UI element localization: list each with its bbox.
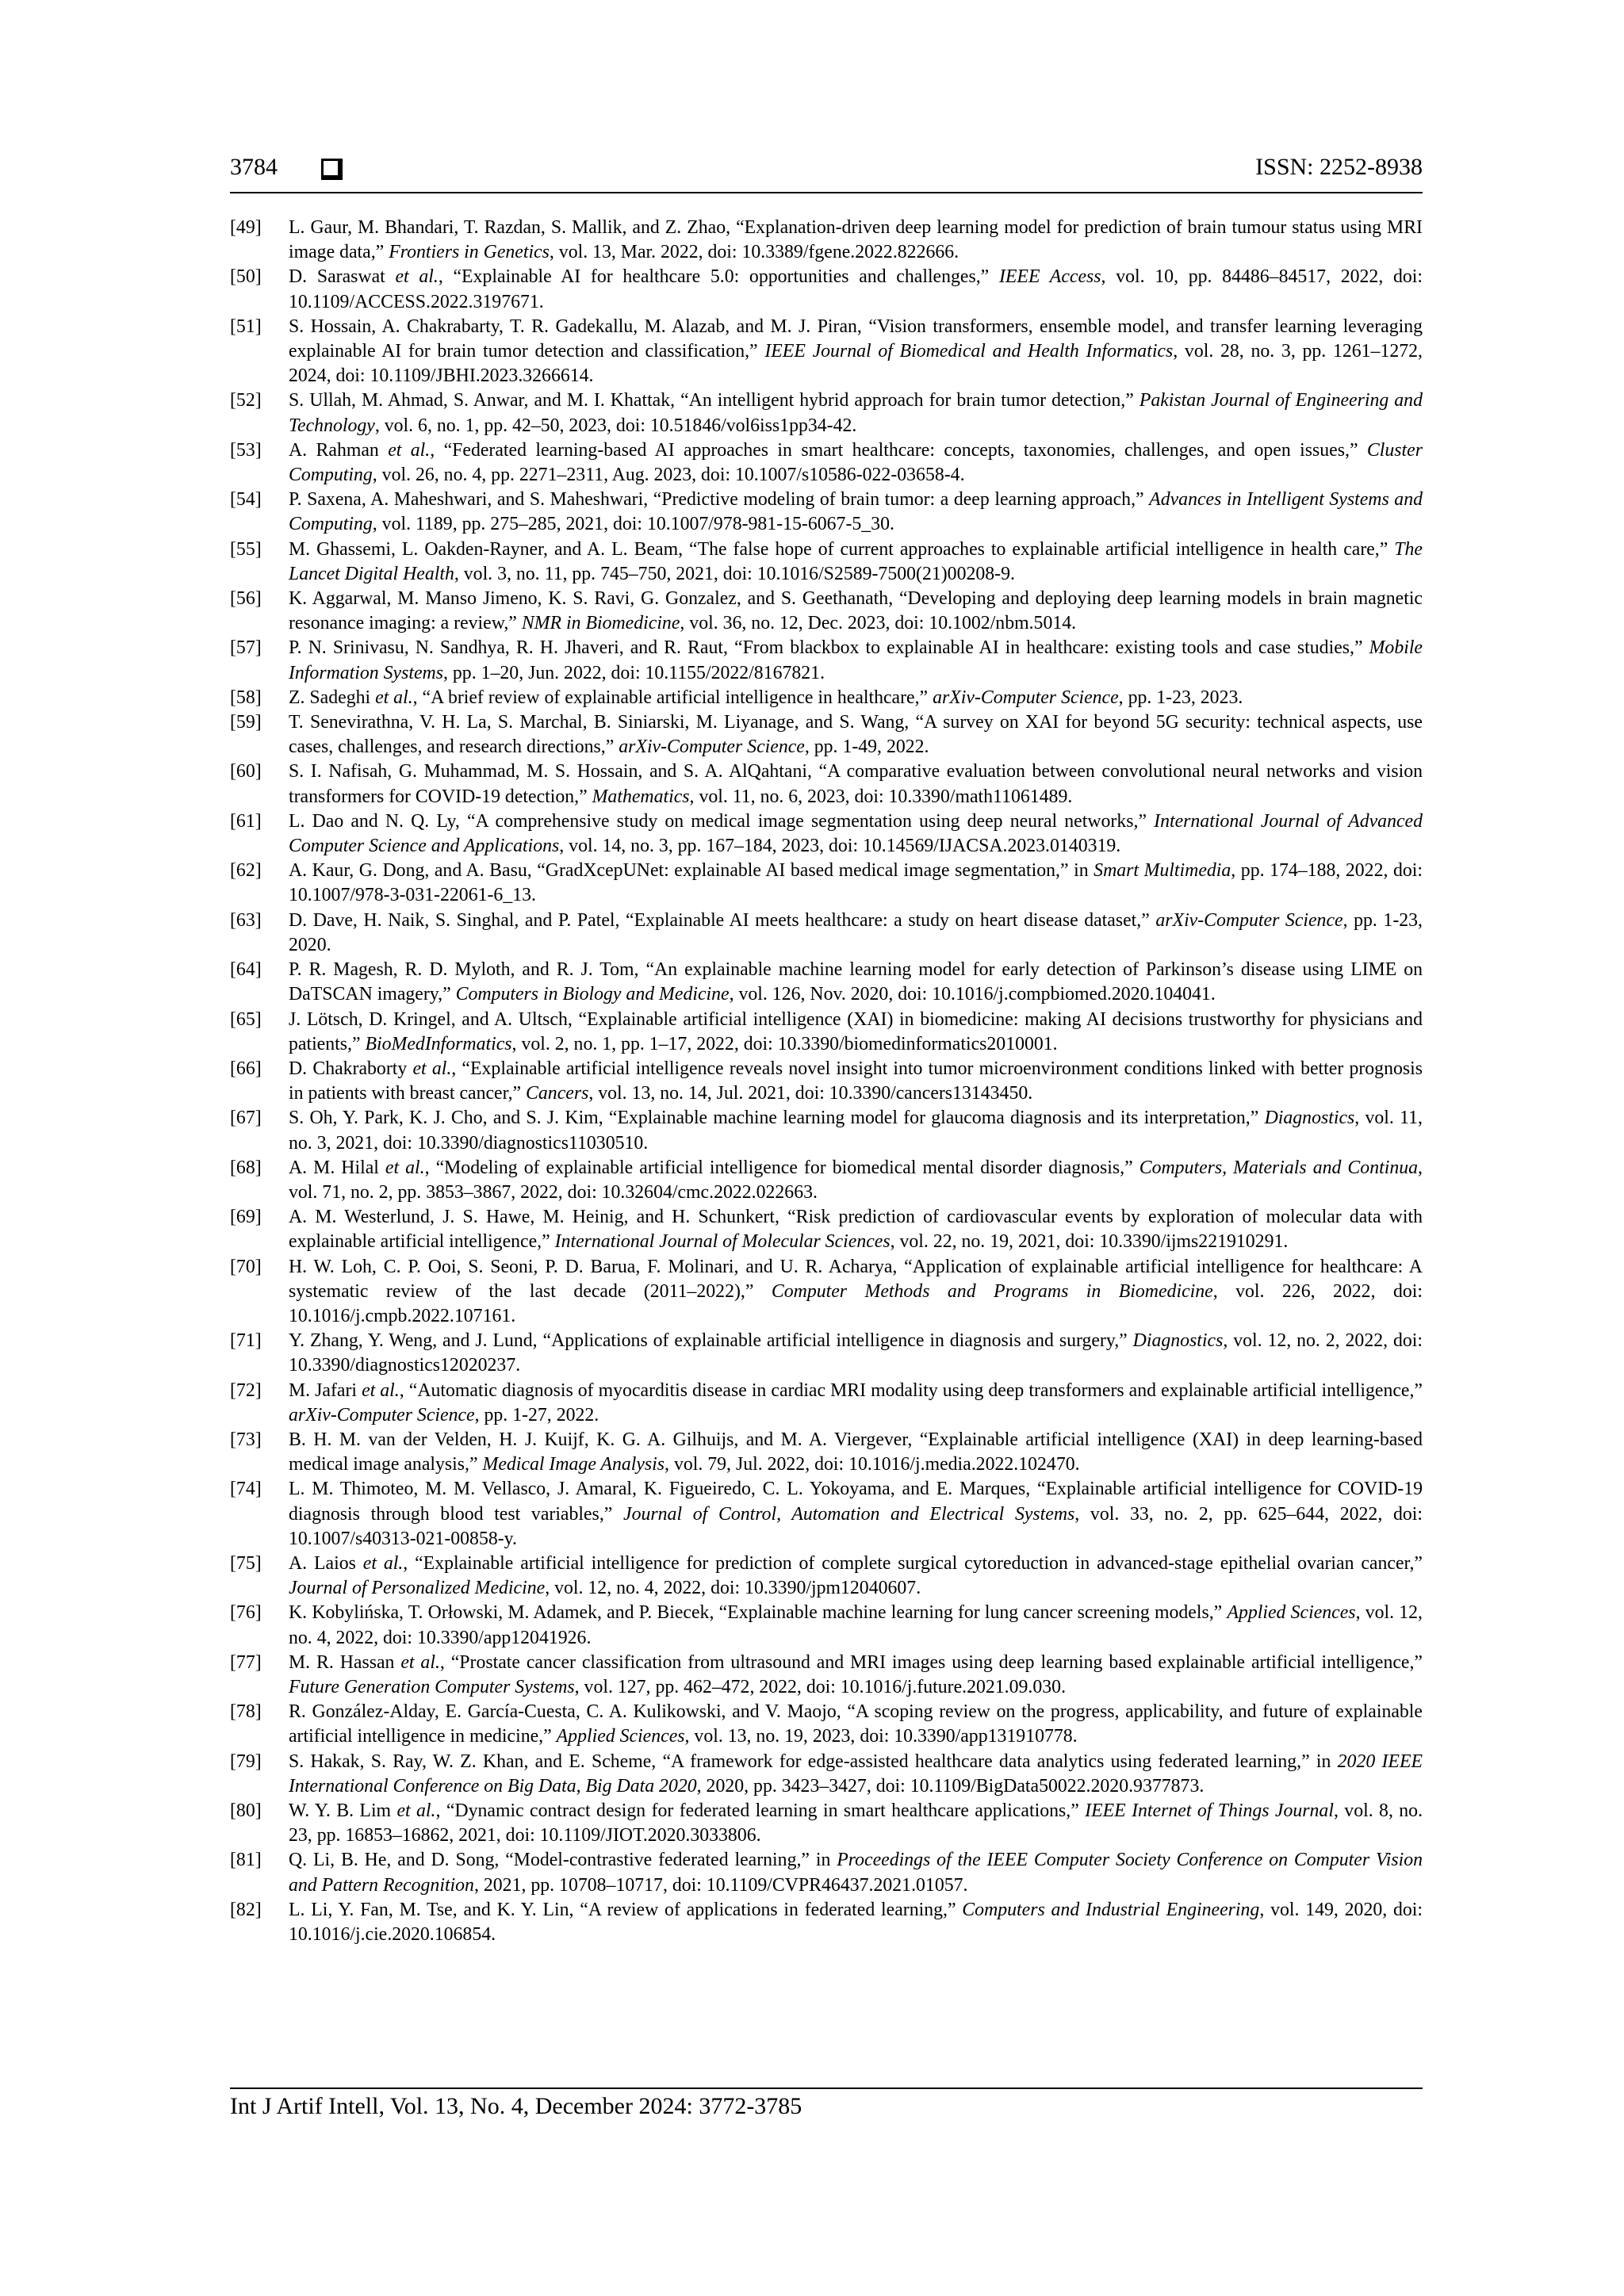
reference-text-segment: , “Explainable artificial intelligence reveals novel insight into tumor microenvironment conditions linked with better prognosis in patients with breast cancer,” — [289, 1058, 1423, 1104]
reference-text-segment: , vol. 10, pp. 84486–84517, 2022, doi: 10.1109/ACCESS.2022.3197671. — [289, 266, 1423, 312]
reference-text-segment: K. Aggarwal, M. Manso Jimeno, K. S. Ravi, G. Gonzalez, and S. Geethanath, “Developing and deploying deep learning models in brain magnetic resonance imaging: a review,” — [289, 588, 1423, 634]
reference-text — [289, 488, 1423, 537]
reference-italic-text: arXiv-Computer Science — [933, 687, 1119, 708]
reference-item — [230, 1329, 1423, 1378]
reference-text — [289, 1205, 1423, 1254]
reference-text-segment: , vol. 28, no. 3, pp. 1261–1272, 2024, doi: 10.1109/JBHI.2023.3266614. — [289, 341, 1423, 387]
reference-text — [289, 1057, 1423, 1106]
reference-text-segment: , pp. 1-49, 2022. — [804, 737, 929, 758]
reference-italic-text: Pakistan Journal of Engineering and Technology — [289, 390, 1423, 436]
reference-item — [230, 315, 1423, 389]
reference-text-segment: S. Hakak, S. Ray, W. Z. Khan, and E. Scheme, “A framework for edge-assisted healthcare data analytics using federated learning,” in — [289, 1751, 1338, 1772]
footer-citation: Int J Artif Intell, Vol. 13, No. 4, December 2024: 3772-3785 — [230, 2093, 802, 2119]
reference-italic-text: Frontiers in Genetics — [389, 242, 550, 263]
reference-item — [230, 859, 1423, 908]
reference-number: [52] — [230, 390, 262, 411]
reference-text-segment: A. M. Hilal — [289, 1157, 385, 1178]
reference-item — [230, 909, 1423, 958]
issn-label: ISSN: 2252-8938 — [1255, 154, 1423, 180]
reference-italic-text: BioMedInformatics — [365, 1033, 512, 1054]
reference-italic-text: Journal of Personalized Medicine — [289, 1578, 546, 1599]
reference-text — [289, 859, 1423, 908]
reference-italic-text: et al. — [362, 1552, 404, 1574]
reference-italic-text: et al. — [400, 1651, 440, 1673]
reference-italic-text: et al. — [375, 687, 413, 708]
reference-item — [230, 587, 1423, 636]
reference-item — [230, 1106, 1423, 1155]
reference-text — [289, 265, 1423, 314]
reference-text-segment: Y. Zhang, Y. Weng, and J. Lund, “Applications of explainable artificial intelligence in diagnosis and surgery,” — [289, 1330, 1133, 1352]
reference-text-segment: A. Rahman — [289, 439, 389, 461]
reference-italic-text: International Journal of Advanced Computer Science and Applications — [289, 810, 1423, 857]
reference-number: [49] — [230, 217, 262, 238]
reference-text-segment: , vol. 3, no. 11, pp. 745–750, 2021, doi: 10.1016/S2589-7500(21)00208-9. — [454, 563, 1015, 584]
reference-text — [289, 587, 1423, 636]
reference-item — [230, 488, 1423, 537]
reference-text — [289, 315, 1423, 389]
reference-number: [57] — [230, 637, 262, 659]
reference-text — [289, 1799, 1423, 1848]
reference-italic-text: Medical Image Analysis — [482, 1454, 665, 1475]
reference-text-segment: , vol. 79, Jul. 2022, doi: 10.1016/j.media.2022.102470. — [665, 1454, 1080, 1475]
reference-number: [72] — [230, 1380, 262, 1401]
reference-text-segment: L. M. Thimoteo, M. M. Vellasco, J. Amaral, K. Figueiredo, C. L. Yokoyama, and E. Marques, “Explainable artificial intelligence for COVID-19 diagnosis through blood test variables,” — [289, 1479, 1423, 1525]
reference-text-segment: , “Prostate cancer classification from ultrasound and MRI images using deep learning based explainable artificial intelligence,” — [439, 1651, 1423, 1673]
reference-italic-text: et al. — [395, 266, 439, 288]
reference-text-segment: , “Dynamic contract design for federated learning in smart healthcare applications,” — [435, 1800, 1086, 1821]
reference-text-segment: , pp. 174–188, 2022, doi: 10.1007/978-3-031-22061-6_13. — [289, 860, 1423, 906]
reference-list — [230, 216, 1423, 1947]
reference-text-segment: , “A brief review of explainable artificial intelligence in healthcare,” — [412, 687, 933, 708]
reference-text — [289, 1156, 1423, 1205]
reference-text-segment: , vol. 8, no. 23, pp. 16853–16862, 2021, doi: 10.1109/JIOT.2020.3033806. — [289, 1800, 1423, 1846]
reference-text-segment: , vol. 13, no. 19, 2023, doi: 10.3390/app131910778. — [684, 1726, 1078, 1747]
reference-item — [230, 1428, 1423, 1477]
reference-text-segment: , vol. 6, no. 1, pp. 42–50, 2023, doi: 10.51846/vol6iss1pp34-42. — [374, 415, 857, 436]
reference-text-segment: , vol. 11, no. 6, 2023, doi: 10.3390/math11061489. — [689, 786, 1073, 807]
reference-italic-text: et al. — [388, 439, 431, 461]
reference-text — [289, 538, 1423, 587]
reference-item — [230, 438, 1423, 488]
reference-text-segment: P. Saxena, A. Maheshwari, and S. Maheshwari, “Predictive modeling of brain tumor: a deep learning approach,” — [289, 489, 1150, 511]
reference-italic-text: Applied Sciences — [1227, 1602, 1356, 1624]
reference-text-segment: , vol. 13, Mar. 2022, doi: 10.3389/fgene.2022.822666. — [549, 242, 959, 263]
reference-italic-text: Cluster Computing — [289, 439, 1423, 486]
reference-text-segment: , pp. 1-23, 2023. — [1118, 687, 1243, 708]
reference-text — [289, 809, 1423, 859]
reference-item — [230, 1601, 1423, 1650]
reference-text-segment: , “Explainable AI for healthcare 5.0: opportunities and challenges,” — [438, 266, 999, 288]
reference-italic-text: Computers, Materials and Continua — [1139, 1157, 1419, 1178]
reference-italic-text: Cancers — [526, 1083, 589, 1104]
reference-text-segment: , vol. 22, no. 19, 2021, doi: 10.3390/ijms221910291. — [890, 1231, 1289, 1253]
reference-text-segment: , 2021, pp. 10708–10717, doi: 10.1109/CVPR46437.2021.01057. — [473, 1874, 968, 1896]
reference-text-segment: , vol. 14, no. 3, pp. 167–184, 2023, doi: 10.14569/IJACSA.2023.0140319. — [559, 836, 1121, 857]
reference-number: [54] — [230, 489, 262, 511]
reference-number: [77] — [230, 1651, 262, 1673]
reference-item — [230, 1651, 1423, 1700]
reference-text-segment: M. Jafari — [289, 1380, 362, 1401]
reference-text-segment: S. Oh, Y. Park, K. J. Cho, and S. J. Kim, “Explainable machine learning model for glaucoma diagnosis and its interpretation,” — [289, 1108, 1265, 1129]
reference-number: [75] — [230, 1552, 262, 1574]
reference-italic-text: 2020 IEEE International Conference on Big Data, Big Data 2020 — [289, 1751, 1423, 1797]
reference-text — [289, 1601, 1423, 1650]
reference-number: [56] — [230, 588, 262, 610]
reference-text — [289, 438, 1423, 488]
reference-text — [289, 1848, 1423, 1897]
reference-italic-text: International Journal of Molecular Sciences — [554, 1231, 891, 1253]
reference-text — [289, 216, 1423, 265]
header-divider — [230, 192, 1423, 193]
reference-number: [78] — [230, 1701, 262, 1723]
reference-text-segment: , vol. 126, Nov. 2020, doi: 10.1016/j.compbiomed.2020.104041. — [729, 984, 1216, 1005]
reference-text-segment: , pp. 1–20, Jun. 2022, doi: 10.1155/2022/8167821. — [443, 662, 825, 683]
reference-text-segment: B. H. M. van der Velden, H. J. Kuijf, K. G. A. Gilhuijs, and M. A. Viergever, “Explainable artificial intelligence (XAI) in deep learning-based medical image analysis,” — [289, 1429, 1423, 1475]
reference-italic-text: Computer Methods and Programs in Biomedicine — [771, 1280, 1213, 1302]
reference-text-segment: J. Lötsch, D. Kringel, and A. Ultsch, “Explainable artificial intelligence (XAI) in biomedicine: making AI decisions trustworthy for physicians and patients,” — [289, 1008, 1423, 1054]
reference-number: [62] — [230, 860, 262, 882]
reference-text — [289, 636, 1423, 685]
reference-text-segment: Q. Li, B. He, and D. Song, “Model-contrastive federated learning,” in — [289, 1850, 837, 1871]
reference-number: [81] — [230, 1850, 262, 1871]
footer-divider — [230, 2087, 1423, 2089]
page-header — [230, 154, 1423, 189]
reference-text — [289, 760, 1423, 809]
reference-italic-text: Advances in Intelligent Systems and Computing — [289, 489, 1423, 535]
reference-text-segment: A. Laios — [289, 1552, 363, 1574]
reference-italic-text: et al. — [396, 1800, 436, 1821]
reference-text-segment: S. Ullah, M. Ahmad, S. Anwar, and M. I. Khattak, “An intelligent hybrid approach for brain tumor detection,” — [289, 390, 1139, 411]
reference-text-segment: , vol. 33, no. 2, pp. 625–644, 2022, doi: 10.1007/s40313-021-00858-y. — [289, 1503, 1423, 1549]
reference-text — [289, 1898, 1423, 1947]
reference-text-segment: , vol. 2, no. 1, pp. 1–17, 2022, doi: 10.3390/biomedinformatics2010001. — [511, 1033, 1058, 1054]
reference-text-segment: , vol. 12, no. 4, 2022, doi: 10.3390/app12041926. — [289, 1602, 1423, 1648]
reference-text-segment: S. Hossain, A. Chakrabarty, T. R. Gadekallu, M. Alazab, and M. J. Piran, “Vision transformers, ensemble model, and transfer learning leveraging explainable AI for brain tumor detection and classification,” — [289, 316, 1423, 362]
reference-italic-text: arXiv-Computer Science — [619, 737, 805, 758]
reference-number: [59] — [230, 712, 262, 733]
reference-number: [76] — [230, 1602, 262, 1624]
reference-text-segment: D. Dave, H. Naik, S. Singhal, and P. Patel, “Explainable AI meets healthcare: a study on heart disease dataset,” — [289, 909, 1156, 931]
reference-text-segment: , pp. 1-23, 2020. — [289, 909, 1423, 955]
reference-number: [64] — [230, 959, 262, 981]
reference-text — [289, 1106, 1423, 1155]
reference-text-segment: M. Ghassemi, L. Oakden-Rayner, and A. L. Beam, “The false hope of current approaches to explainable artificial intelligence in health care,” — [289, 538, 1395, 560]
reference-italic-text: The Lancet Digital Health — [289, 538, 1423, 584]
reference-text-segment: , vol. 26, no. 4, pp. 2271–2311, Aug. 2023, doi: 10.1007/s10586-022-03658-4. — [372, 465, 965, 486]
reference-text — [289, 1700, 1423, 1749]
reference-item — [230, 265, 1423, 314]
reference-italic-text: Computers in Biology and Medicine — [455, 984, 730, 1005]
reference-italic-text: Mathematics — [592, 786, 690, 807]
reference-number: [79] — [230, 1751, 262, 1772]
reference-text — [289, 710, 1423, 760]
reference-item — [230, 388, 1423, 438]
reference-text — [289, 909, 1423, 958]
reference-text — [289, 1750, 1423, 1799]
reference-text-segment: D. Chakraborty — [289, 1058, 413, 1079]
reference-text-segment: P. R. Magesh, R. D. Myloth, and R. J. Tom, “An explainable machine learning model for early detection of Parkinson’s disease using LIME on DaTSCAN imagery,” — [289, 959, 1423, 1005]
reference-number: [68] — [230, 1157, 262, 1178]
reference-text-segment: , vol. 149, 2020, doi: 10.1016/j.cie.2020.106854. — [289, 1899, 1423, 1946]
reference-text-segment: L. Dao and N. Q. Ly, “A comprehensive study on medical image segmentation using deep neural networks,” — [289, 810, 1155, 832]
reference-text-segment: , “Modeling of explainable artificial intelligence for biomedical mental disorder diagnosis,” — [424, 1157, 1139, 1178]
reference-text — [289, 1651, 1423, 1700]
reference-italic-text: IEEE Internet of Things Journal — [1085, 1800, 1334, 1821]
reference-text-segment: H. W. Loh, C. P. Ooi, S. Seoni, P. D. Barua, F. Molinari, and U. R. Acharya, “Application of explainable artificial intelligence for healthcare: A systematic review of the last decade (2011–2022),” — [289, 1256, 1423, 1302]
reference-item — [230, 1008, 1423, 1057]
reference-italic-text: arXiv-Computer Science — [1155, 909, 1343, 931]
reference-italic-text: Journal of Control, Automation and Electrical Systems — [623, 1503, 1075, 1525]
reference-item — [230, 1205, 1423, 1254]
reference-text-segment: , 2020, pp. 3423–3427, doi: 10.1109/BigData50022.2020.9377873. — [696, 1775, 1205, 1797]
reference-text-segment: K. Kobylińska, T. Orłowski, M. Adamek, and P. Biecek, “Explainable machine learning for lung cancer screening models,” — [289, 1602, 1228, 1624]
reference-text-segment: , “Explainable artificial intelligence for prediction of complete surgical cytoreduction in advanced-stage epithelial ovarian cancer,” — [403, 1552, 1423, 1574]
reference-text-segment: T. Senevirathna, V. H. La, S. Marchal, B. Siniarski, M. Liyanage, and S. Wang, “A survey on XAI for beyond 5G security: technical aspects, use cases, challenges, and research directions,” — [289, 712, 1423, 758]
reference-italic-text: Applied Sciences — [556, 1726, 685, 1747]
reference-number: [58] — [230, 687, 262, 708]
reference-text — [289, 958, 1423, 1007]
reference-number: [66] — [230, 1058, 262, 1079]
reference-text-segment: , vol. 12, no. 4, 2022, doi: 10.3390/jpm12040607. — [545, 1578, 921, 1599]
reference-item — [230, 538, 1423, 587]
reference-italic-text: Proceedings of the IEEE Computer Society Conference on Computer Vision and Pattern Recognition — [289, 1850, 1423, 1896]
reference-italic-text: Future Generation Computer Systems — [289, 1676, 575, 1697]
reference-text-segment: L. Li, Y. Fan, M. Tse, and K. Y. Lin, “A review of applications in federated learning,” — [289, 1899, 963, 1920]
reference-number: [73] — [230, 1429, 262, 1450]
reference-italic-text: arXiv-Computer Science — [289, 1404, 475, 1425]
reference-text — [289, 1329, 1423, 1378]
reference-item — [230, 686, 1423, 710]
reference-item — [230, 710, 1423, 760]
reference-number: [69] — [230, 1207, 262, 1228]
reference-number: [65] — [230, 1008, 262, 1030]
reference-number: [63] — [230, 909, 262, 931]
reference-number: [82] — [230, 1899, 262, 1920]
reference-item — [230, 1255, 1423, 1330]
reference-text-segment: , “Automatic diagnosis of myocarditis disease in cardiac MRI modality using deep transformers and explainable artificial intelligence,” — [399, 1380, 1423, 1401]
reference-text-segment: A. Kaur, G. Dong, and A. Basu, “GradXcepUNet: explainable AI based medical image segmentation,” in — [289, 860, 1094, 882]
reference-number: [80] — [230, 1800, 262, 1821]
reference-item — [230, 1799, 1423, 1848]
reference-text — [289, 1379, 1423, 1428]
reference-italic-text: et al. — [412, 1058, 452, 1079]
reference-text-segment: P. N. Srinivasu, N. Sandhya, R. H. Jhaveri, and R. Raut, “From blackbox to explainable AI in healthcare: existing tools and case studies,” — [289, 637, 1369, 659]
reference-text-segment: , vol. 12, no. 2, 2022, doi: 10.3390/diagnostics12020237. — [289, 1330, 1423, 1376]
reference-number: [71] — [230, 1330, 262, 1352]
box-symbol-icon — [321, 159, 343, 180]
reference-number: [67] — [230, 1108, 262, 1129]
reference-italic-text: Smart Multimedia — [1094, 860, 1231, 882]
reference-number: [53] — [230, 439, 262, 461]
reference-text — [289, 1255, 1423, 1330]
reference-text-segment: L. Gaur, M. Bhandari, T. Razdan, S. Mallik, and Z. Zhao, “Explanation-driven deep learning model for prediction of brain tumour status using MRI image data,” — [289, 217, 1423, 263]
reference-text-segment: , vol. 1189, pp. 275–285, 2021, doi: 10.1007/978-981-15-6067-5_30. — [372, 514, 894, 535]
reference-item — [230, 1057, 1423, 1106]
reference-item — [230, 1848, 1423, 1897]
reference-text — [289, 1552, 1423, 1601]
reference-text-segment: , vol. 11, no. 3, 2021, doi: 10.3390/diagnostics11030510. — [289, 1108, 1423, 1154]
reference-text — [289, 1008, 1423, 1057]
reference-item — [230, 1379, 1423, 1428]
reference-number: [60] — [230, 761, 262, 783]
reference-italic-text: Computers and Industrial Engineering — [962, 1899, 1260, 1920]
reference-text-segment: D. Saraswat — [289, 266, 396, 288]
reference-number: [61] — [230, 810, 262, 832]
reference-text-segment: Z. Sadeghi — [289, 687, 376, 708]
reference-text — [289, 686, 1423, 710]
reference-item — [230, 1898, 1423, 1947]
reference-italic-text: IEEE Access — [998, 266, 1101, 288]
reference-text-segment: , vol. 13, no. 14, Jul. 2021, doi: 10.3390/cancers13143450. — [588, 1083, 1033, 1104]
reference-number: [55] — [230, 538, 262, 560]
reference-item — [230, 1477, 1423, 1552]
reference-text-segment: M. R. Hassan — [289, 1651, 401, 1673]
reference-italic-text: Diagnostics — [1264, 1108, 1355, 1129]
reference-text — [289, 1428, 1423, 1477]
reference-text-segment: , vol. 36, no. 12, Dec. 2023, doi: 10.1002/nbm.5014. — [680, 613, 1077, 634]
reference-italic-text: IEEE Journal of Biomedical and Health Informatics — [764, 341, 1174, 362]
reference-item — [230, 809, 1423, 859]
reference-text — [289, 388, 1423, 438]
reference-number: [51] — [230, 316, 262, 337]
reference-item — [230, 216, 1423, 265]
reference-item — [230, 760, 1423, 809]
reference-text-segment: W. Y. B. Lim — [289, 1800, 397, 1821]
reference-number: [74] — [230, 1479, 262, 1500]
reference-item — [230, 1750, 1423, 1799]
page-number: 3784 — [230, 154, 278, 180]
reference-number: [70] — [230, 1256, 262, 1277]
reference-item — [230, 636, 1423, 685]
reference-text-segment: A. M. Westerlund, J. S. Hawe, M. Heinig, and H. Schunkert, “Risk prediction of cardiovascular events by exploration of molecular data with explainable artificial intelligence,” — [289, 1207, 1423, 1253]
reference-item — [230, 1700, 1423, 1749]
reference-item — [230, 958, 1423, 1007]
reference-item — [230, 1552, 1423, 1601]
reference-italic-text: Diagnostics — [1132, 1330, 1224, 1352]
reference-text-segment: , vol. 226, 2022, doi: 10.1016/j.cmpb.2022.107161. — [289, 1280, 1423, 1326]
reference-italic-text: et al. — [385, 1157, 425, 1178]
reference-text-segment: , “Federated learning-based AI approaches in smart healthcare: concepts, taxonomies, challenges, and open issues,” — [430, 439, 1367, 461]
reference-text-segment: S. I. Nafisah, G. Muhammad, M. S. Hossain, and S. A. AlQahtani, “A comparative evaluation between convolutional neural networks and vision transformers for COVID-19 detection,” — [289, 761, 1423, 807]
reference-text-segment: , vol. 71, no. 2, pp. 3853–3867, 2022, doi: 10.32604/cmc.2022.022663. — [289, 1157, 1423, 1203]
reference-text — [289, 1477, 1423, 1552]
reference-number: [50] — [230, 266, 262, 288]
reference-text-segment: R. González-Alday, E. García-Cuesta, C. A. Kulikowski, and V. Maojo, “A scoping review on the progress, applicability, and future of explainable artificial intelligence in medicine,” — [289, 1701, 1423, 1747]
reference-italic-text: et al. — [362, 1380, 400, 1401]
reference-italic-text: NMR in Biomedicine — [521, 613, 680, 634]
reference-item — [230, 1156, 1423, 1205]
reference-text-segment: , pp. 1-27, 2022. — [474, 1404, 599, 1425]
reference-italic-text: Mobile Information Systems — [289, 637, 1423, 683]
reference-text-segment: , vol. 127, pp. 462–472, 2022, doi: 10.1016/j.future.2021.09.030. — [574, 1676, 1067, 1697]
